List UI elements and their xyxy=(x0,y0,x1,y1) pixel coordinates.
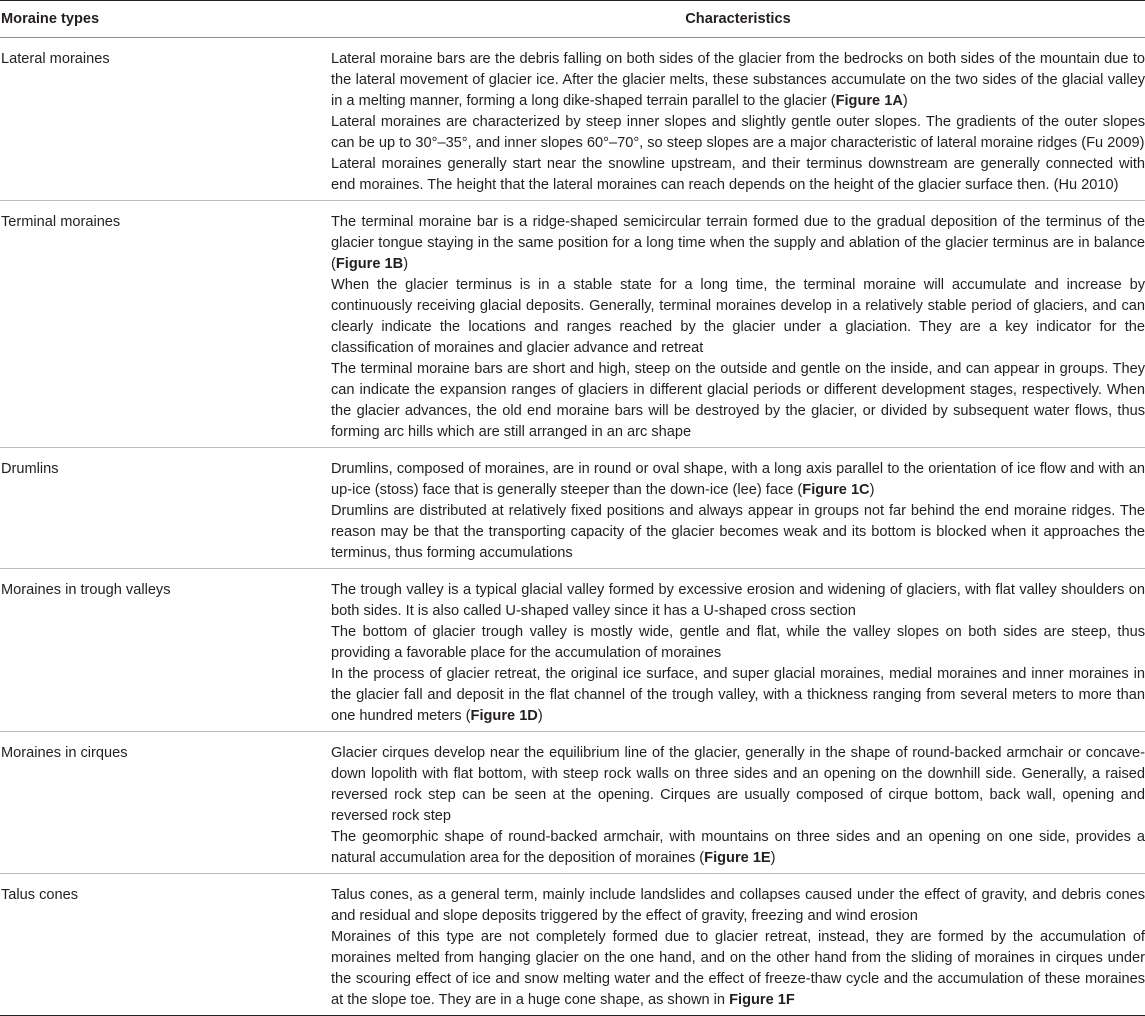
characteristics-cell xyxy=(331,38,1145,201)
table-body xyxy=(0,38,1145,1016)
header-moraine-types: Moraine types xyxy=(0,1,331,38)
figure-reference: Figure 1C xyxy=(802,482,870,498)
characteristic-paragraph xyxy=(331,49,1145,112)
figure-reference: Figure 1D xyxy=(470,708,538,724)
figure-reference: Figure 1E xyxy=(704,850,771,866)
table-row xyxy=(0,874,1145,1016)
characteristic-paragraph xyxy=(331,827,1145,869)
paragraph-text-end: ) xyxy=(537,708,543,724)
characteristics-cell xyxy=(331,448,1145,569)
moraine-type-cell: Drumlins xyxy=(0,448,331,569)
moraine-type-cell: Lateral moraines xyxy=(0,38,331,201)
characteristic-paragraph xyxy=(331,112,1145,154)
table-row xyxy=(0,448,1145,569)
table-row xyxy=(0,569,1145,732)
paragraph-text: The geomorphic shape of round-backed armchair, with mountains on three sides and an opening on one side, provides a natural accumulation area for the deposition of moraines ( xyxy=(331,829,1145,866)
characteristic-paragraph xyxy=(331,580,1145,622)
characteristics-cell xyxy=(331,874,1145,1016)
table-row xyxy=(0,38,1145,201)
characteristic-paragraph xyxy=(331,501,1145,564)
characteristic-paragraph xyxy=(331,359,1145,443)
header-row xyxy=(0,1,1145,38)
table-header xyxy=(0,1,1145,38)
characteristic-paragraph xyxy=(331,154,1145,196)
characteristics-cell xyxy=(331,732,1145,874)
paragraph-text-end: ) xyxy=(869,482,875,498)
header-characteristics: Characteristics xyxy=(331,1,1145,38)
characteristics-cell xyxy=(331,569,1145,732)
paragraph-text: When the glacier terminus is in a stable state for a long time, the terminal moraine will accumulate and increase by continuously receiving glacial deposits. Generally, terminal moraines develop in a relatively stable period of glaciers, and can clearly indicate the locations and ranges reached by the glacier under a glaciation. They are a key indicator for the classification of moraines and glacier advance and retreat xyxy=(331,277,1145,356)
paragraph-text-end: ) xyxy=(770,850,776,866)
characteristic-paragraph xyxy=(331,927,1145,1011)
paragraph-text: Lateral moraines generally start near the snowline upstream, and their terminus downstream are generally connected with end moraines. The height that the lateral moraines can reach depends on the height of the glacier surface then. (Hu 2010) xyxy=(331,156,1145,193)
paragraph-text: The terminal moraine bar is a ridge-shaped semicircular terrain formed due to the gradual deposition of the terminus of the glacier tongue staying in the same position for a long time when the supply and ablation of the glacier terminus are in balance ( xyxy=(331,214,1145,272)
table-row xyxy=(0,201,1145,448)
paragraph-text: The trough valley is a typical glacial valley formed by excessive erosion and widening of glaciers, with flat valley shoulders on both sides. It is also called U-shaped valley since it has a U-shaped cross section xyxy=(331,582,1145,619)
paragraph-text-end: ) xyxy=(403,256,409,272)
characteristic-paragraph xyxy=(331,622,1145,664)
figure-reference: Figure 1F xyxy=(729,992,795,1008)
moraine-type-cell: Talus cones xyxy=(0,874,331,1016)
moraine-type-cell: Moraines in trough valleys xyxy=(0,569,331,732)
characteristic-paragraph xyxy=(331,885,1145,927)
characteristic-paragraph xyxy=(331,212,1145,275)
figure-reference: Figure 1B xyxy=(335,256,404,272)
paragraph-text: Drumlins, composed of moraines, are in round or oval shape, with a long axis parallel to the orientation of ice flow and with an up-ice (stoss) face that is generally steeper than the down-ice (lee) face ( xyxy=(331,461,1145,498)
figure-reference: Figure 1A xyxy=(835,93,903,109)
paragraph-text: Lateral moraines are characterized by steep inner slopes and slightly gentle outer slopes. The gradients of the outer slopes can be up to 30°–35°, and inner slopes 60°–70°, so steep slopes are a major characteristic of lateral moraine ridges (Fu 2009) xyxy=(331,114,1145,151)
table-row xyxy=(0,732,1145,874)
paragraph-text: Glacier cirques develop near the equilibrium line of the glacier, generally in the shape of round-backed armchair or concave-down lopolith with flat bottom, with steep rock walls on three sides and an opening on the downhill side. Generally, a raised reversed rock step can be seen at the opening. Cirques are usually composed of cirque bottom, back wall, opening and reversed rock step xyxy=(331,745,1145,824)
paragraph-text: Moraines of this type are not completely formed due to glacier retreat, instead, they are formed by the accumulation of moraines melted from hanging glacier on the one hand, and on the other hand from the sliding of moraines in cirques under the scouring effect of ice and snow melting water and the effect of freeze-thaw cycle and the accumulation of these moraines at the slope toe. They are in a huge cone shape, as shown in xyxy=(331,929,1145,1008)
characteristic-paragraph xyxy=(331,275,1145,359)
characteristics-cell xyxy=(331,201,1145,448)
paragraph-text-end: ) xyxy=(902,93,908,109)
paragraph-text: The terminal moraine bars are short and high, steep on the outside and gentle on the inside, and can appear in groups. They can indicate the expansion ranges of glaciers in different glacial periods or different development stages, respectively. When the glacier advances, the old end moraine bars will be destroyed by the glacier, or divided by subsequent water flows, thus forming arc hills which are still arranged in an arc shape xyxy=(331,361,1145,440)
moraine-type-cell: Moraines in cirques xyxy=(0,732,331,874)
characteristic-paragraph xyxy=(331,459,1145,501)
characteristic-paragraph xyxy=(331,743,1145,827)
paragraph-text: Drumlins are distributed at relatively fixed positions and always appear in groups not far behind the end moraine ridges. The reason may be that the transporting capacity of the glacier becomes weak and its bottom is blocked when it approaches the terminus, thus forming accumulations xyxy=(331,503,1145,561)
moraine-type-cell: Terminal moraines xyxy=(0,201,331,448)
characteristic-paragraph xyxy=(331,664,1145,727)
paragraph-text: The bottom of glacier trough valley is mostly wide, gentle and flat, while the valley slopes on both sides are steep, thus providing a favorable place for the accumulation of moraines xyxy=(331,624,1145,661)
paragraph-text: Lateral moraine bars are the debris falling on both sides of the glacier from the bedrocks on both sides of the mountain due to the lateral movement of glacier ice. After the glacier melts, these substances accumulate on the two sides of the glacial valley in a melting manner, forming a long dike-shaped terrain parallel to the glacier ( xyxy=(331,51,1145,109)
paragraph-text: In the process of glacier retreat, the original ice surface, and super glacial moraines, medial moraines and inner moraines in the glacier fall and deposit in the flat channel of the trough valley, with a thickness ranging from several meters to more than one hundred meters ( xyxy=(331,666,1145,724)
paragraph-text: Talus cones, as a general term, mainly include landslides and collapses caused under the effect of gravity, and debris cones and residual and slope deposits triggered by the effect of gravity, freezing and wind erosion xyxy=(331,887,1145,924)
